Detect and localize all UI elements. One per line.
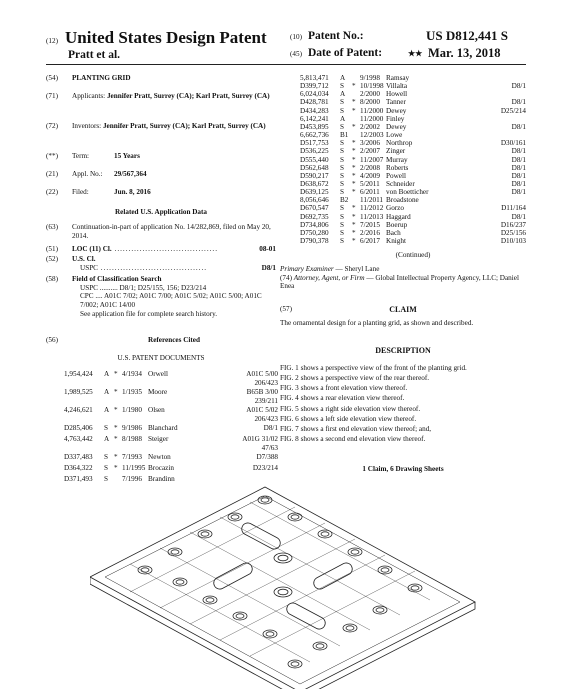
ref-number: D734,806 <box>300 220 329 229</box>
code-22: (22) <box>46 188 58 196</box>
reference-row <box>300 147 526 155</box>
ref-name: Newton <box>148 453 171 461</box>
ref-star: * <box>352 179 356 188</box>
appl-number: 29/567,364 <box>114 170 147 178</box>
ref-date: 5/2011 <box>360 179 380 188</box>
ref-kind: A <box>104 370 110 378</box>
continued-note: (Continued) <box>395 251 431 259</box>
ref-date: 7/1993 <box>122 453 142 461</box>
reference-row <box>300 196 526 204</box>
ref-name: Ramsay <box>386 74 410 82</box>
ref-kind: S <box>340 228 344 237</box>
planting-grid-drawing <box>90 482 490 689</box>
ref-name: Bach <box>386 228 401 237</box>
code-56: (56) <box>46 336 58 344</box>
ref-kind: A <box>340 90 346 99</box>
ref-date: 7/1996 <box>122 475 142 483</box>
ref-date: 2/2000 <box>360 90 380 99</box>
description-list <box>280 364 526 445</box>
ref-date: 6/2011 <box>360 188 380 197</box>
code-58: (58) <box>46 275 58 283</box>
reference-row <box>300 82 526 90</box>
ref-number: D670,547 <box>300 204 329 213</box>
ref-number: 5,813,471 <box>300 74 329 82</box>
ref-class: A01G 31/02 <box>242 435 278 443</box>
code-71: (71) <box>46 92 58 100</box>
ref-class: A01C 5/00 <box>246 370 278 378</box>
ref-name: Olsen <box>148 406 165 414</box>
patent-header-right <box>290 28 520 62</box>
filed-date: Jun. 8, 2016 <box>114 188 151 196</box>
ref-star: * <box>114 453 118 461</box>
reference-row <box>300 98 526 106</box>
ref-kind: S <box>340 237 344 245</box>
ref-date: 9/1986 <box>122 424 142 432</box>
ref-date: 9/1998 <box>360 74 380 82</box>
field-label: Field of Classification Search <box>72 275 162 283</box>
ref-date: 3/2006 <box>360 139 380 148</box>
ref-star: * <box>114 464 118 472</box>
ref-number: D399,712 <box>300 82 329 91</box>
reference-row <box>300 221 526 229</box>
ref-star: * <box>352 228 356 237</box>
ref-star: * <box>352 122 356 131</box>
ref-number: D638,672 <box>300 179 329 188</box>
ref-class: A01C 5/02 <box>246 406 278 414</box>
ref-name: Dewey <box>386 122 407 131</box>
reference-row <box>300 139 526 147</box>
ref-kind: S <box>340 188 344 197</box>
ref-class: D25/156 <box>500 228 526 237</box>
ref-date: 6/2017 <box>360 237 380 245</box>
reference-row <box>300 123 526 131</box>
ref-number: D337,483 <box>64 453 93 461</box>
ref-name: Murray <box>386 155 408 164</box>
ref-class: D8/1 <box>511 188 526 197</box>
ref-class: D8/1 <box>511 171 526 180</box>
ref-class-secondary: 239/211 <box>254 397 278 405</box>
patent-number: US D812,441 S <box>426 28 508 43</box>
ref-number: D750,280 <box>300 228 329 237</box>
ref-star: * <box>352 106 356 115</box>
ref-number: 1,989,525 <box>64 388 93 396</box>
date-label: Date of Patent: <box>308 47 383 59</box>
ref-kind: B2 <box>340 196 349 205</box>
ref-class: D8/1 <box>511 155 526 164</box>
examiner-name: — Sheryl Lane <box>335 265 380 273</box>
ref-date: 4/2009 <box>360 171 380 180</box>
ref-kind: S <box>340 155 344 164</box>
appl-label: Appl. No.: <box>72 170 103 178</box>
examiner-block <box>280 265 526 291</box>
grid-inner-border <box>105 496 460 684</box>
ref-date: 11/2012 <box>360 204 384 213</box>
ref-kind: S <box>104 424 108 432</box>
description-item: FIG. 7 shows a first end elevation view thereof; and, <box>280 424 432 433</box>
ref-name: Broadstone <box>386 196 419 205</box>
ref-number: D555,440 <box>300 155 329 164</box>
ref-class: D25/214 <box>500 106 526 115</box>
ref-class: B65B 3/00 <box>246 388 278 396</box>
ref-name: Northrop <box>386 139 413 148</box>
related-heading: Related U.S. Application Data <box>114 208 208 216</box>
ref-name: Roberts <box>386 163 409 172</box>
grid-right-side <box>300 602 475 689</box>
ref-name: Lowe <box>386 131 403 140</box>
ref-class-secondary: 47/63 <box>261 444 278 452</box>
date-stars: ★★ <box>408 49 423 58</box>
ref-number: D434,283 <box>300 106 329 115</box>
ref-star: * <box>352 220 356 229</box>
ref-name: Powell <box>386 171 406 180</box>
ref-class: D8/1 <box>511 82 526 91</box>
ref-number: D428,781 <box>300 98 329 107</box>
ref-kind: S <box>340 163 344 172</box>
description-item: FIG. 2 shows a perspective view of the rear thereof. <box>280 374 430 383</box>
ref-kind: S <box>340 122 344 131</box>
ref-class: D8/1 <box>511 147 526 156</box>
description-item: FIG. 1 shows a perspective view of the front of the planting grid. <box>280 364 467 372</box>
field-cpc: CPC .... A01C 7/02; A01C 7/00; A01C 5/02; A01C 5/00; A01C 7/002; A01C 14/00 <box>80 292 262 309</box>
ref-star: * <box>114 370 118 378</box>
code-term: (**) <box>46 152 58 160</box>
term-label: Term: <box>72 152 90 160</box>
ref-date: 11/1995 <box>122 464 146 472</box>
ref-name: Schneider <box>386 179 415 188</box>
ref-name: Brocazin <box>148 464 174 472</box>
reference-row <box>64 453 278 464</box>
ref-star: * <box>114 406 118 414</box>
ref-date: 7/2015 <box>360 220 380 229</box>
inventors-short: Pratt et al. <box>68 49 121 61</box>
ref-kind: S <box>340 212 344 221</box>
ref-star: * <box>352 188 356 197</box>
ref-class: D10/103 <box>500 237 526 245</box>
ref-class: D30/161 <box>500 139 526 148</box>
ref-kind: S <box>104 475 108 483</box>
reference-row <box>64 424 278 435</box>
ref-name: Howell <box>386 90 408 99</box>
code-21: (21) <box>46 170 58 178</box>
patent-no-label: Patent No.: <box>308 30 364 42</box>
ref-name: Zinger <box>386 147 406 156</box>
ref-date: 11/2007 <box>360 155 384 164</box>
code-45: (45) <box>290 50 302 58</box>
reference-row <box>300 164 526 172</box>
ref-kind: S <box>340 171 344 180</box>
grid-top-face <box>90 487 475 689</box>
attorney-label: Attorney, Agent, or Firm <box>293 273 365 282</box>
ref-number: D562,648 <box>300 163 329 172</box>
reference-row <box>300 180 526 188</box>
reference-row <box>300 74 526 82</box>
ref-kind: A <box>340 114 346 123</box>
ref-star: * <box>352 147 356 156</box>
grid-holes <box>138 496 422 668</box>
reference-row <box>300 115 526 123</box>
ref-date: 2/2002 <box>360 122 380 131</box>
attorney-name: — Global Intellectual Property Agency, LLC; Daniel Enea <box>280 273 519 291</box>
ref-kind: S <box>104 464 108 472</box>
code-10: (10) <box>290 33 302 41</box>
header-rule <box>46 64 526 65</box>
applicants: Jennifer Pratt, Surrey (CA); Karl Pratt, Surrey (CA) <box>106 92 270 100</box>
ref-class: D7/388 <box>256 453 278 461</box>
reference-row <box>300 172 526 180</box>
ref-kind: S <box>340 179 344 188</box>
ref-number: D790,378 <box>300 237 329 245</box>
ref-name: Steiger <box>148 435 169 443</box>
description-heading: DESCRIPTION <box>375 346 431 355</box>
reference-row <box>300 188 526 196</box>
ref-kind: B1 <box>340 131 349 140</box>
ref-class: D16/237 <box>500 220 526 229</box>
reference-row <box>300 237 526 245</box>
ref-class: D8/1 <box>511 212 526 221</box>
ref-kind: A <box>104 406 110 414</box>
ref-number: D517,753 <box>300 139 329 148</box>
ref-number: D453,895 <box>300 122 329 131</box>
filed-label: Filed: <box>72 188 89 196</box>
code-54: (54) <box>46 74 58 82</box>
patent-type-title: United States Design Patent <box>64 28 267 47</box>
ref-star: * <box>352 237 356 245</box>
code-72: (72) <box>46 122 58 130</box>
loc-value: 08-01 <box>259 245 276 253</box>
code-57: (57) <box>280 305 292 313</box>
ref-date: 11/2000 <box>360 114 384 123</box>
ref-name: Villalta <box>386 82 408 91</box>
ref-date: 11/2000 <box>360 106 384 115</box>
applicants-label: Applicants: <box>72 92 106 100</box>
term-value: 15 Years <box>114 152 140 160</box>
loc-label: LOC (11) Cl. <box>72 245 112 253</box>
uspc-label: USPC <box>80 264 98 272</box>
ref-star: * <box>352 98 356 107</box>
ref-number: 4,763,442 <box>64 435 93 443</box>
ref-name: Finley <box>386 114 405 123</box>
ref-class-secondary: 206/423 <box>254 415 278 423</box>
ref-name: Tanner <box>386 98 406 107</box>
ref-star: * <box>352 163 356 172</box>
description-item: FIG. 5 shows a right side elevation view thereof. <box>280 404 421 413</box>
ref-kind: S <box>340 220 344 229</box>
ref-date: 2/2007 <box>360 147 380 156</box>
ref-name: Brandinn <box>148 475 175 483</box>
field-uspc: USPC .......... D8/1; D25/155, 156; D23/214 <box>80 283 207 292</box>
uscl-label: U.S. Cl. <box>72 255 96 263</box>
ref-kind: S <box>340 82 344 91</box>
patent-header-left <box>46 28 267 61</box>
ref-kind: A <box>340 74 346 82</box>
description-item: FIG. 4 shows a rear elevation view thereof. <box>280 394 405 403</box>
ref-name: Dewey <box>386 106 407 115</box>
ref-name: Knight <box>386 237 406 245</box>
inventors-label: Inventors: <box>72 122 102 130</box>
ref-number: 6,662,736 <box>300 131 329 140</box>
ref-number: D285,406 <box>64 424 93 432</box>
ref-kind: S <box>340 98 344 107</box>
ref-kind: A <box>104 435 110 443</box>
ref-date: 2/2008 <box>360 163 380 172</box>
code-12: (12) <box>46 37 58 45</box>
ref-name: Haggard <box>386 212 411 221</box>
ref-kind: S <box>340 139 344 148</box>
ref-name: Moore <box>148 388 168 396</box>
ref-kind: A <box>104 388 110 396</box>
ref-star: * <box>352 171 356 180</box>
ref-name: von Boetticher <box>386 188 429 197</box>
ref-class: D23/214 <box>252 464 278 472</box>
ref-kind: S <box>340 204 344 213</box>
code-52: (52) <box>46 255 58 263</box>
description-item: FIG. 6 shows a left side elevation view thereof. <box>280 414 417 423</box>
ref-date: 11/2013 <box>360 212 384 221</box>
ref-number: 6,142,241 <box>300 114 329 123</box>
ref-number: 4,246,621 <box>64 406 93 414</box>
ref-date: 1/1935 <box>122 388 142 396</box>
ref-number: D590,217 <box>300 171 329 180</box>
ref-star: * <box>114 435 118 443</box>
ref-class: D11/164 <box>501 204 526 213</box>
ref-star: * <box>352 155 356 164</box>
ref-class: D8/1 <box>511 163 526 172</box>
ref-kind: S <box>340 106 344 115</box>
ref-kind: S <box>340 147 344 156</box>
inventors: Jennifer Pratt, Surrey (CA); Karl Pratt, Surrey (CA) <box>102 122 266 130</box>
ref-number: 1,954,424 <box>64 370 93 378</box>
code-63: (63) <box>46 223 58 231</box>
ref-name: Gorzo <box>386 204 404 213</box>
uspc-value: D8/1 <box>261 264 276 272</box>
ref-star: * <box>352 82 356 91</box>
ref-date: 12/2003 <box>360 131 384 140</box>
ref-star: * <box>352 204 356 213</box>
reference-row <box>300 90 526 98</box>
ref-number: 6,024,034 <box>300 90 329 99</box>
field-note: See application file for complete search history. <box>80 309 218 318</box>
description-item: FIG. 3 shows a front elevation view thereof. <box>280 384 408 393</box>
ref-star: * <box>114 388 118 396</box>
ref-class: D8/1 <box>511 98 526 107</box>
ref-class: D8/1 <box>511 179 526 188</box>
design-title: PLANTING GRID <box>72 74 131 82</box>
ref-date: 2/2016 <box>360 228 380 237</box>
ref-name: Orwell <box>148 370 168 378</box>
ref-name: Boerup <box>386 220 408 229</box>
code-74: (74) <box>280 273 292 282</box>
claim-sheets: 1 Claim, 6 Drawing Sheets <box>362 465 444 473</box>
us-docs-heading: U.S. PATENT DOCUMENTS <box>117 354 205 362</box>
reference-row <box>300 229 526 237</box>
claim-text: The ornamental design for a planting grid, as shown and described. <box>280 319 474 327</box>
code-51: (51) <box>46 245 58 253</box>
continuation-text: Continuation-in-part of application No. 14/282,869, filed on May 20, 2014. <box>72 223 271 240</box>
ref-star: * <box>352 212 356 221</box>
ref-class-secondary: 206/423 <box>254 379 278 387</box>
ref-date: 10/1998 <box>360 82 384 91</box>
ref-date: 8/1988 <box>122 435 142 443</box>
ref-number: D371,493 <box>64 475 93 483</box>
reference-row <box>64 464 278 475</box>
claim-heading: CLAIM <box>389 305 417 314</box>
reference-row <box>300 204 526 212</box>
ref-name: Blanchard <box>148 424 178 432</box>
ref-star: * <box>114 424 118 432</box>
ref-date: 1/1980 <box>122 406 142 414</box>
ref-class: D8/1 <box>263 424 278 432</box>
ref-date: 8/2000 <box>360 98 380 107</box>
ref-number: D364,322 <box>64 464 93 472</box>
ref-number: D639,125 <box>300 188 329 197</box>
ref-number: 8,056,646 <box>300 196 329 205</box>
description-item: FIG. 8 shows a second end elevation view thereof. <box>280 434 426 443</box>
examiner-label: Primary Examiner <box>280 265 334 273</box>
patent-date: Mar. 13, 2018 <box>428 46 501 60</box>
ref-star: * <box>352 139 356 148</box>
reference-row <box>300 156 526 164</box>
ref-kind: S <box>104 453 108 461</box>
reference-row <box>300 213 526 221</box>
ref-number: D536,225 <box>300 147 329 156</box>
ref-class: D8/1 <box>511 122 526 131</box>
ref-number: D692,735 <box>300 212 329 221</box>
claim-block <box>280 305 526 328</box>
refs-heading: References Cited <box>148 336 200 344</box>
reference-row <box>300 107 526 115</box>
reference-row <box>300 131 526 139</box>
ref-date: 11/2011 <box>360 196 384 205</box>
ref-date: 4/1934 <box>122 370 142 378</box>
